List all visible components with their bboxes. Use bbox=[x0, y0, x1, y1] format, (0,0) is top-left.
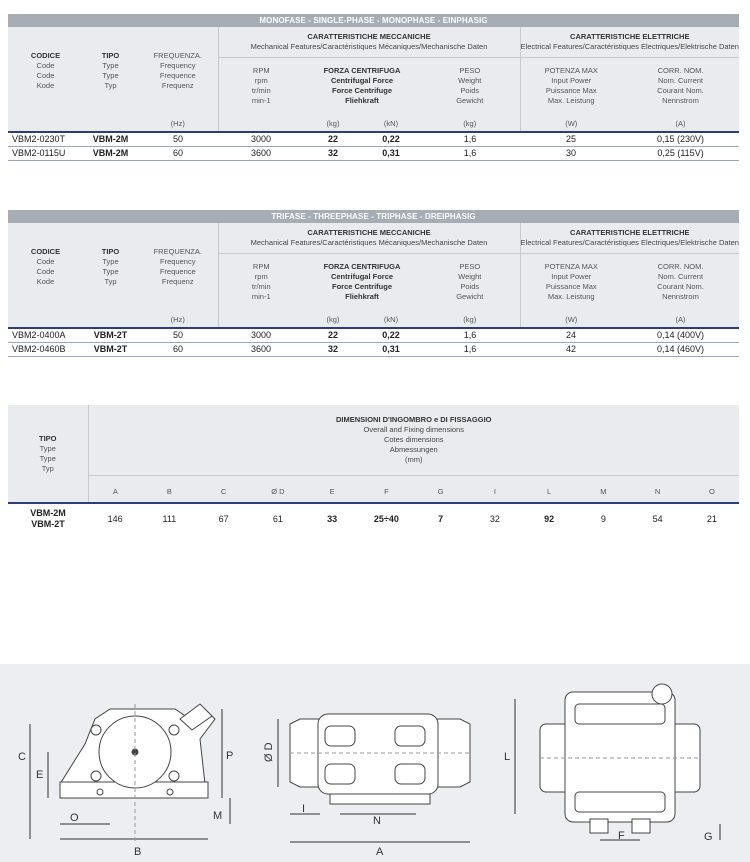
units-row bbox=[8, 311, 739, 328]
table-row: VBM2-0400A VBM-2T 50 3000 22 0,22 1,6 24 0,14 (400V) bbox=[8, 328, 739, 342]
unit-kg-weight: (kg) bbox=[420, 311, 520, 328]
electrical-features-header: CARATTERISTICHE ELETTRICHE Electrical Features/Caractéristiques Electriques/Elektrische Daten bbox=[520, 27, 739, 57]
dim-label: M bbox=[213, 810, 223, 822]
dim-col-n: N bbox=[631, 475, 685, 503]
dim-col-e: E bbox=[305, 475, 359, 503]
rpm-header: RPM rpm tr/min min-1 bbox=[218, 253, 304, 311]
dim-label: E bbox=[36, 769, 44, 781]
power-header: POTENZA MAX Input Power Puissance Max Max. Leistung bbox=[520, 57, 622, 115]
dim-label: C bbox=[18, 751, 26, 763]
units-row bbox=[8, 115, 739, 132]
dim-col-l: L bbox=[522, 475, 576, 503]
threephase-table bbox=[8, 210, 739, 357]
unit-a: (A) bbox=[622, 115, 739, 132]
dim-col-m: M bbox=[576, 475, 630, 503]
dim-label: Ø D bbox=[263, 742, 275, 762]
unit-hz: (Hz) bbox=[138, 115, 218, 132]
unit-hz: (Hz) bbox=[138, 311, 218, 328]
dim-label: L bbox=[504, 751, 511, 763]
unit-w: (W) bbox=[520, 311, 622, 328]
unit-kg-force: (kg) (kN) bbox=[304, 311, 420, 328]
dim-label: O bbox=[70, 812, 79, 824]
table-row: VBM2-0460B VBM-2T 60 3600 32 0,31 1,6 42 0,14 (460V) bbox=[8, 342, 739, 356]
dim-label: F bbox=[618, 830, 625, 842]
monophase-table bbox=[8, 14, 739, 161]
dim-col-o: O bbox=[685, 475, 739, 503]
dim-label: N bbox=[373, 815, 381, 827]
current-header: CORR. NOM. Nom. Current Courant Nom. Nennstrom bbox=[622, 253, 739, 311]
code-header: CODICE Code Code Kode bbox=[8, 27, 83, 115]
unit-kg-weight: (kg) bbox=[420, 115, 520, 132]
force-header: FORZA CENTRIFUGA Centrifugal Force Force Centrifuge Fliehkraft bbox=[304, 253, 420, 311]
table-row: VBM2-0230T VBM-2M 50 3000 22 0,22 1,6 25 0,15 (230V) bbox=[8, 132, 739, 146]
table-row: VBM2-0115U VBM-2M 60 3600 32 0,31 1,6 30 0,25 (115V) bbox=[8, 146, 739, 160]
unit-w: (W) bbox=[520, 115, 622, 132]
dim-label: B bbox=[134, 846, 142, 858]
type-header: TIPO Type Type Typ bbox=[83, 27, 138, 115]
electrical-features-header: CARATTERISTICHE ELETTRICHE Electrical Features/Caractéristiques Electriques/Elektrische Daten bbox=[520, 223, 739, 253]
dim-label: P bbox=[226, 750, 234, 762]
type-header: TIPO Type Type Typ bbox=[83, 223, 138, 311]
mechanical-features-header: CARATTERISTICHE MECCANICHE Mechanical Features/Caractéristiques Mécaniques/Mechanische Daten bbox=[218, 223, 520, 253]
dim-col-f: F bbox=[359, 475, 413, 503]
dim-col-g: G bbox=[414, 475, 468, 503]
power-header: POTENZA MAX Input Power Puissance Max Max. Leistung bbox=[520, 253, 622, 311]
weight-header: PESO Weight Poids Gewicht bbox=[420, 253, 520, 311]
monophase-title: MONOFASE - SINGLE-PHASE - MONOPHASE - EINPHASIG bbox=[8, 14, 739, 27]
current-header: CORR. NOM. Nom. Current Courant Nom. Nennstrom bbox=[622, 57, 739, 115]
weight-header: PESO Weight Poids Gewicht bbox=[420, 57, 520, 115]
mechanical-features-header: CARATTERISTICHE MECCANICHE Mechanical Features/Caractéristiques Mécaniques/Mechanische Daten bbox=[218, 27, 520, 57]
unit-kg-force: (kg) (kN) bbox=[304, 115, 420, 132]
frequency-header: FREQUENZA. Frequency Frequence Frequenz bbox=[138, 27, 218, 115]
dim-col-d: Ø D bbox=[251, 475, 305, 503]
code-header: CODICE Code Code Kode bbox=[8, 223, 83, 311]
dimensions-title: DIMENSIONI D'INGOMBRO e DI FISSAGGIO Overall and Fixing dimensions Cotes dimensions Abmessungen (mm) bbox=[88, 405, 739, 475]
unit-a: (A) bbox=[622, 311, 739, 328]
dim-col-c: C bbox=[197, 475, 251, 503]
dim-col-a: A bbox=[88, 475, 142, 503]
dimension-letters-row bbox=[8, 475, 739, 503]
threephase-title: TRIFASE - THREEPHASE - TRIPHASE - DREIPHASIG bbox=[8, 210, 739, 223]
dim-col-b: B bbox=[142, 475, 196, 503]
dim-label: A bbox=[376, 846, 384, 858]
dim-col-i: I bbox=[468, 475, 522, 503]
dimensions-table bbox=[8, 405, 739, 533]
rpm-header: RPM rpm tr/min min-1 bbox=[218, 57, 304, 115]
dim-label: I bbox=[302, 803, 306, 815]
technical-drawings bbox=[0, 664, 750, 862]
table-row: VBM-2M VBM-2T 146 111 67 61 33 25÷40 7 32 92 9 54 21 bbox=[30, 507, 717, 529]
frequency-header: FREQUENZA. Frequency Frequence Frequenz bbox=[138, 223, 218, 311]
force-header: FORZA CENTRIFUGA Centrifugal Force Force Centrifuge Fliehkraft bbox=[304, 57, 420, 115]
type-header: TIPO Type Type Typ bbox=[8, 405, 88, 503]
dim-label: G bbox=[704, 831, 713, 843]
